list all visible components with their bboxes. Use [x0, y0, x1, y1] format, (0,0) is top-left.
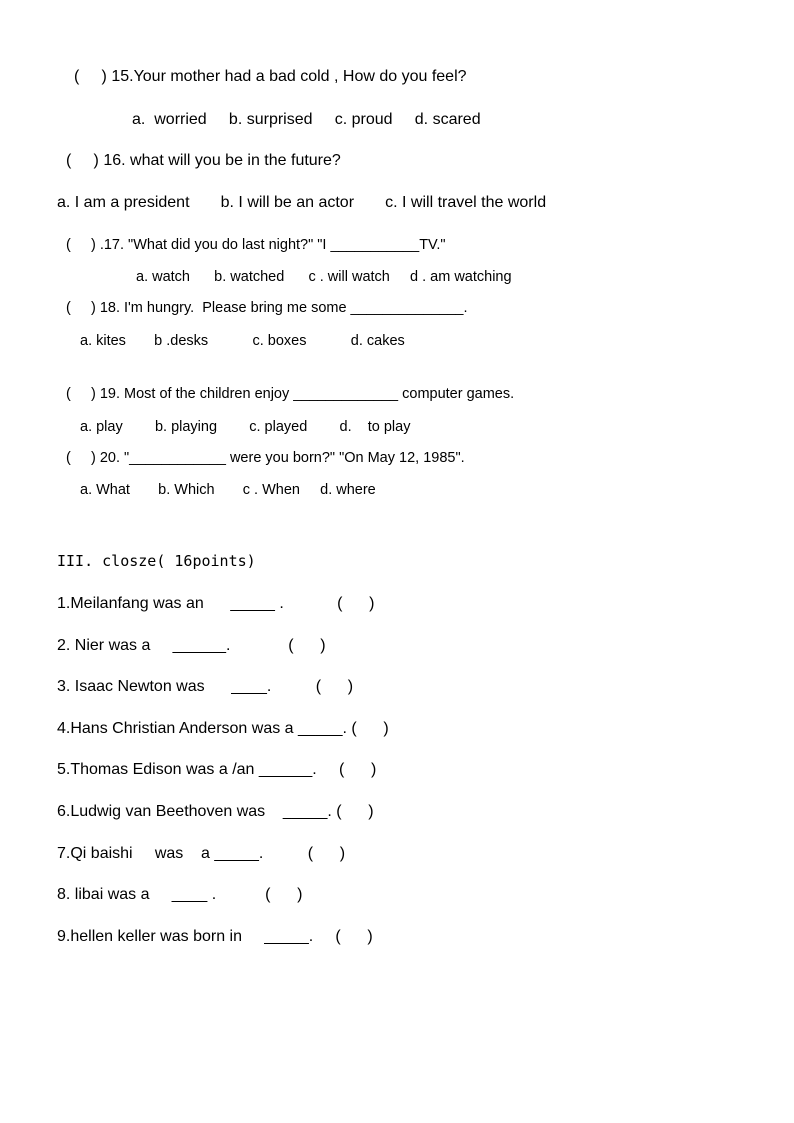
section-heading: III. closze( 16points): [57, 552, 256, 570]
cloze-item: 3. Isaac Newton was ____. ( ): [57, 678, 354, 695]
cloze-item: 1.Meilanfang was an _____ . ( ): [57, 595, 375, 612]
cloze-item: 9.hellen keller was born in _____. ( ): [57, 928, 373, 945]
question-19-stem: ( ) 19. Most of the children enjoy _____________ computer games.: [66, 386, 515, 402]
question-17-options: a. watch b. watched c . will watch d . am watching: [136, 269, 512, 285]
question-16-stem: ( ) 16. what will you be in the future?: [66, 152, 341, 169]
question-15-stem: ( ) 15.Your mother had a bad cold , How do you feel?: [74, 68, 467, 85]
cloze-item: 4.Hans Christian Anderson was a _____. ( ): [57, 720, 389, 737]
cloze-item: 5.Thomas Edison was a /an ______. ( ): [57, 761, 377, 778]
question-20-stem: ( ) 20. "____________ were you born?" "On May 12, 1985".: [66, 450, 465, 466]
cloze-item: 6.Ludwig van Beethoven was _____. ( ): [57, 803, 374, 820]
question-18-stem: ( ) 18. I'm hungry. Please bring me some ______________.: [66, 300, 468, 316]
question-17-stem: ( ) .17. "What did you do last night?" "I ___________TV.": [66, 237, 446, 253]
cloze-item: 8. libai was a ____ . ( ): [57, 886, 303, 903]
question-20-options: a. What b. Which c . When d. where: [80, 482, 376, 498]
question-15-options: a. worried b. surprised c. proud d. scared: [132, 111, 481, 128]
question-16-options: a. I am a president b. I will be an actor c. I will travel the world: [57, 194, 547, 211]
question-18-options: a. kites b .desks c. boxes d. cakes: [80, 333, 405, 349]
cloze-item: 7.Qi baishi was a _____. ( ): [57, 845, 346, 862]
cloze-item: 2. Nier was a ______. ( ): [57, 637, 326, 654]
question-19-options: a. play b. playing c. played d. to play: [80, 419, 411, 435]
